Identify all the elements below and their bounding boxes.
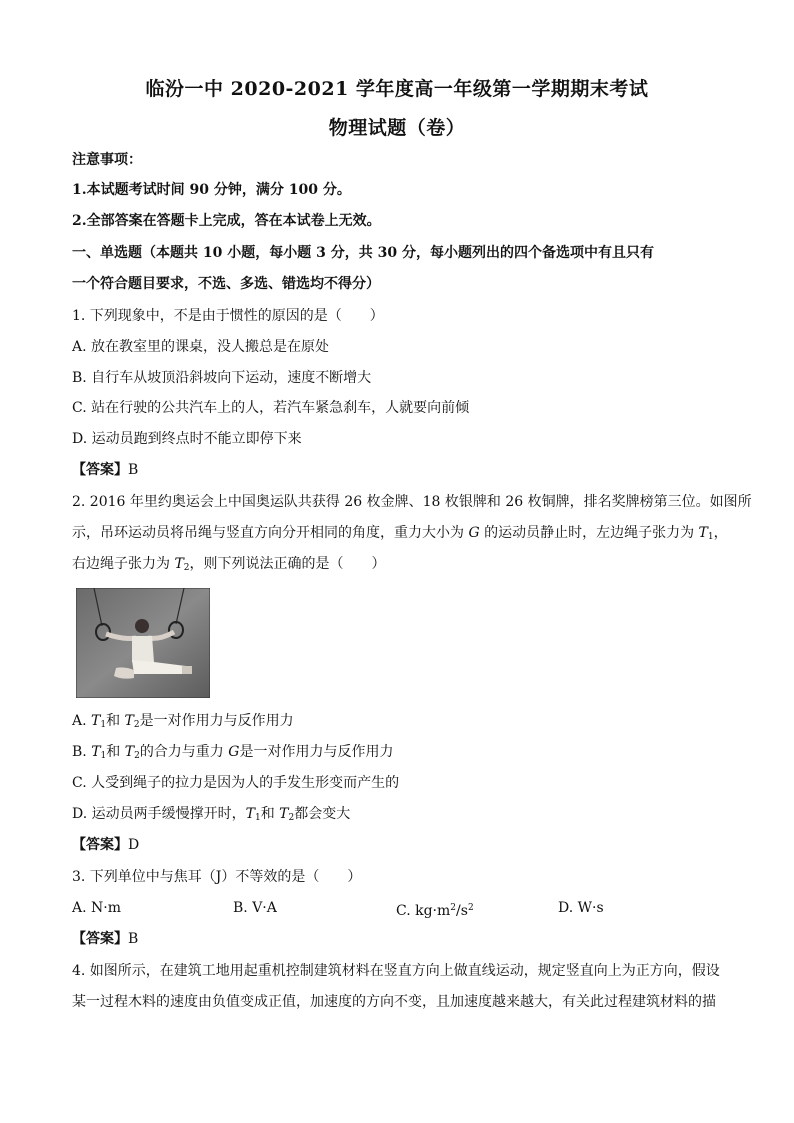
answer-label: 【答案】 [72, 931, 128, 947]
answer-label: 【答案】 [72, 837, 128, 853]
section-heading-cont: 一个符合题目要求，不选、多选、错选均不得分） [72, 276, 380, 292]
answer-value: B [128, 462, 139, 478]
question-2-option-d: D. 运动员两手缓慢撑开时，$T_1$和 $T_2$都会变大 [72, 806, 351, 823]
question-3-option-d: D. W·s [558, 900, 604, 916]
exam-subtitle: 物理试题（卷） [328, 117, 466, 139]
question-1-option-c: C. 站在行驶的公共汽车上的人，若汽车紧急刹车，人就要向前倾 [72, 400, 470, 416]
question-3-option-b: B. V·A [233, 900, 277, 916]
question-3-stem: 3. 下列单位中与焦耳（J）不等效的是（ ） [72, 869, 362, 885]
question-3-option-c: C. $kg\cdot m^2/s^2$ [396, 903, 474, 919]
question-4-stem-line2: 某一过程木料的速度由负值变成正值，加速度的方向不变，且加速度越来越大，有关此过程建筑材料的描 [72, 994, 716, 1010]
notes-heading: 注意事项： [72, 152, 142, 168]
question-3-answer [72, 929, 138, 949]
question-1-stem: 1. 下列现象中，不是由于惯性的原因的是（ ） [72, 308, 384, 324]
question-2-stem-line3: 右边绳子张力为 $T_2$，则下列说法正确的是（ ） [72, 556, 386, 573]
section-heading: 一、单选题（本题共 10 小题，每小题 3 分，共 30 分，每小题列出的四个备选项中有且只有 [72, 245, 654, 261]
question-3-option-a: A. N·m [72, 900, 121, 916]
question-2-option-a: A. $T_1$和 $T_2$是一对作用力与反作用力 [72, 713, 294, 730]
gymnast-rings-photo [76, 588, 210, 698]
answer-label: 【答案】 [72, 462, 128, 478]
question-2-stem-line1: 2. 2016 年里约奥运会上中国奥运队共获得 26 枚金牌、18 枚银牌和 26 枚铜牌，排名奖牌榜第三位。如图所 [72, 494, 752, 510]
note-item: 1.本试题考试时间 90 分钟，满分 100 分。 [72, 182, 351, 198]
question-1-option-d: D. 运动员跑到终点时不能立即停下来 [72, 431, 302, 447]
question-1-option-b: B. 自行车从坡顶沿斜坡向下运动，速度不断增大 [72, 370, 372, 386]
answer-value: B [128, 931, 139, 947]
question-4-stem-line1: 4. 如图所示，在建筑工地用起重机控制建筑材料在竖直方向上做直线运动，规定竖直向上为正方向，假设 [72, 963, 720, 979]
exam-title: 临汾一中 2020-2021 学年度高一年级第一学期期末考试 [145, 78, 649, 100]
question-2-stem-line2: 示，吊环运动员将吊绳与竖直方向分开相同的角度，重力大小为 G 的运动员静止时，左边绳子张力为 $T_1$， [72, 525, 728, 542]
question-2-option-c: C. 人受到绳子的拉力是因为人的手发生形变而产生的 [72, 775, 400, 791]
question-2-option-b: B. $T_1$和 $T_2$的合力与重力 G是一对作用力与反作用力 [72, 744, 394, 761]
note-item: 2.全部答案在答题卡上完成，答在本试卷上无效。 [72, 213, 381, 229]
question-1-option-a: A. 放在教室里的课桌，没人搬总是在原处 [72, 339, 330, 355]
question-2-answer [72, 835, 139, 855]
answer-value: D [128, 837, 140, 853]
question-1-answer [72, 460, 138, 480]
